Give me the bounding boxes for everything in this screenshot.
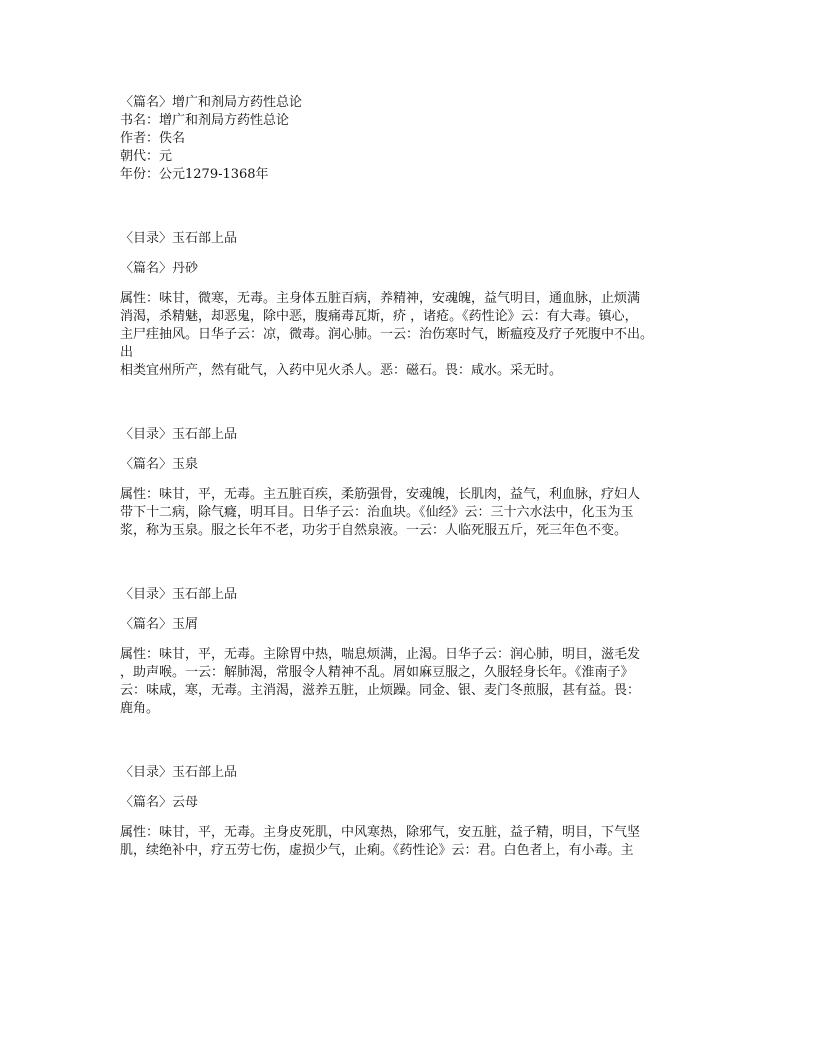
entry-body (120, 486, 700, 540)
body-line: ，助声喉。一云：解肺渴，常服令人精神不乱。屑如麻豆服之，久服轻身长年。《淮南子》 (120, 665, 634, 680)
entry-yunmu (120, 764, 700, 860)
entry-title: 〈篇名〉云母 (120, 795, 199, 810)
header-dynasty: 朝代：元 (120, 149, 173, 164)
entry-title: 〈篇名〉丹砂 (120, 261, 199, 276)
entry-title: 〈篇名〉玉屑 (120, 617, 199, 632)
header-pian-ming: 〈篇名〉增广和剂局方药性总论 (120, 95, 303, 110)
entry-catalog: 〈目录〉玉石部上品 (120, 587, 238, 602)
body-line: 带下十二病，除气癃，明耳目。日华子云：治血块。《仙经》云：三十六水法中，化玉为玉 (120, 505, 634, 520)
body-line: 出 (120, 345, 134, 360)
entry-catalog: 〈目录〉玉石部上品 (120, 427, 238, 442)
entry-body (120, 290, 700, 380)
entry-catalog: 〈目录〉玉石部上品 (120, 765, 238, 780)
body-line: 消渴，杀精魅，却恶鬼，除中恶，腹痛毒瓦斯，疥 ，诸疮。《药性论》云：有大毒。镇心， (120, 309, 638, 324)
entry-body (120, 824, 700, 860)
entry-title: 〈篇名〉玉泉 (120, 457, 199, 472)
body-line: 属性：味甘，平，无毒。主身皮死肌，中风寒热，除邪气，安五脏，益子精，明目，下气坚 (120, 825, 641, 840)
entry-yuxie (120, 586, 700, 718)
body-line: 属性：味甘，微寒，无毒。主身体五脏百病，养精神，安魂魄，益气明目，通血脉，止烦满 (120, 291, 641, 306)
entry-body (120, 646, 700, 718)
body-line: 相类宜州所产，然有砒气，入药中见火杀人。恶：磁石。畏：咸水。采无时。 (120, 363, 563, 378)
body-line: 属性：味甘，平，无毒。主除胃中热，喘息烦满，止渴。日华子云：润心肺，明目，滋毛发 (120, 647, 641, 662)
header-book-name: 书名：增广和剂局方药性总论 (120, 113, 290, 128)
body-line: 浆，称为玉泉。服之长年不老，功劣于自然泉液。一云：人临死服五斤，死三年色不变。 (120, 523, 628, 538)
body-line: 云：味咸，寒，无毒。主消渴，滋养五脏，止烦躁。同金、银、麦门冬煎服，甚有益。畏： (120, 683, 641, 698)
entry-yuquan (120, 426, 700, 540)
body-line: 鹿角。 (120, 701, 160, 716)
body-line: 属性：味甘，平，无毒。主五脏百疾，柔筋强骨，安魂魄，长肌肉，益气，利血脉，疗妇人 (120, 487, 641, 502)
body-line: 肌，续绝补中，疗五劳七伤，虚损少气，止痢。《药性论》云：君。白色者上，有小毒。主 (120, 843, 634, 858)
entry-catalog: 〈目录〉玉石部上品 (120, 231, 238, 246)
entry-dansha (120, 230, 700, 380)
document-page (120, 94, 700, 860)
header-author: 作者：佚名 (120, 131, 186, 146)
header-year: 年份：公元1279-1368年 (120, 167, 269, 182)
body-line: 主尸疰抽风。日华子云：凉，微毒。润心肺。一云：治伤寒时气，断瘟疫及疗子死腹中不出。 (120, 327, 654, 342)
document-header (120, 94, 700, 184)
